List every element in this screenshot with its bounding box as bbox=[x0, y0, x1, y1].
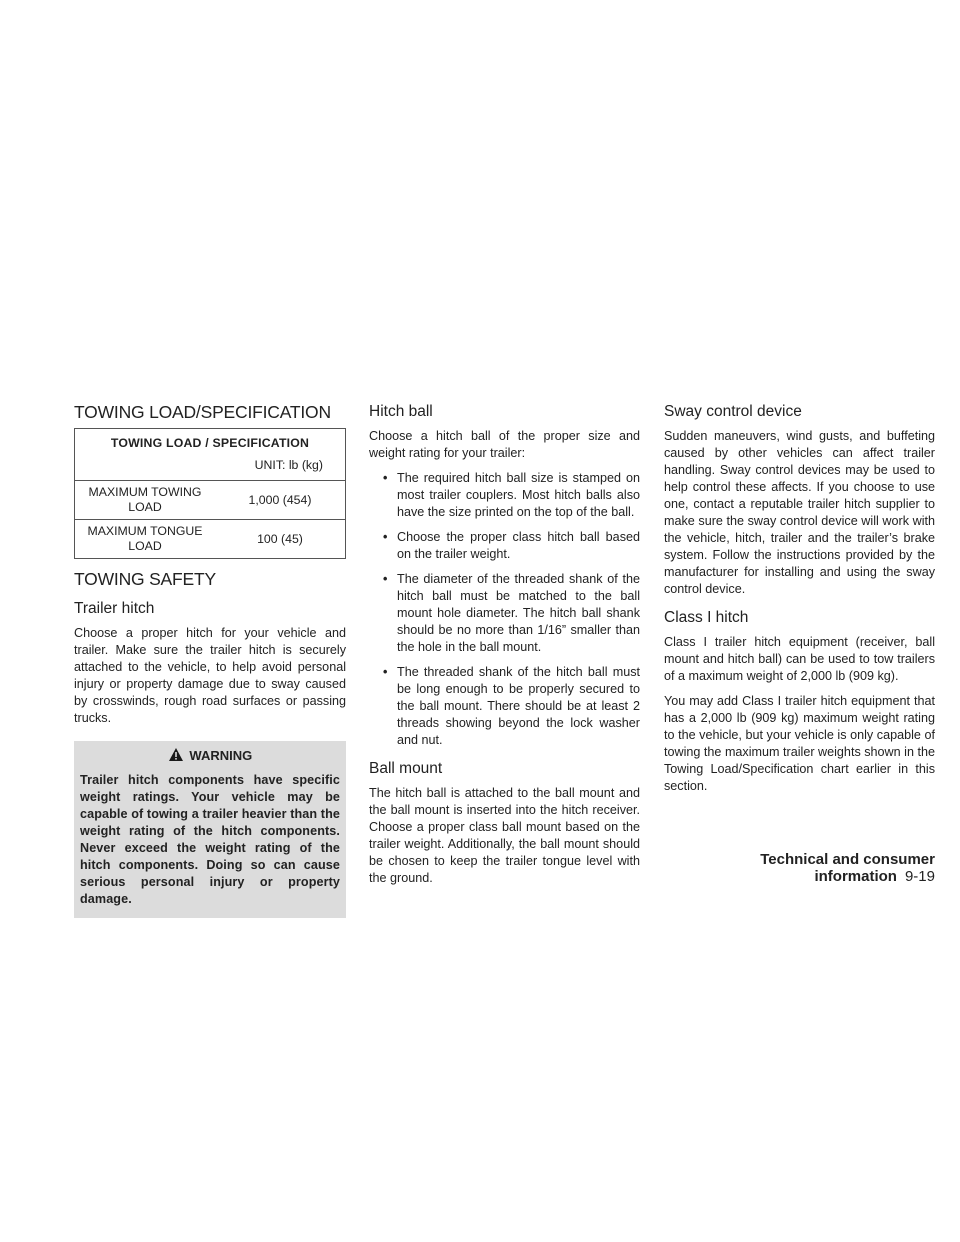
heading-ball-mount: Ball mount bbox=[369, 760, 443, 777]
table-row bbox=[75, 481, 346, 520]
page-footer bbox=[664, 851, 935, 885]
heading-towing-load: TOWING LOAD/SPECIFICATION bbox=[74, 402, 331, 422]
page-number: 9-19 bbox=[904, 868, 935, 885]
list-item bbox=[369, 571, 640, 656]
list-item bbox=[369, 470, 640, 521]
column-right bbox=[664, 402, 935, 803]
label-line: MAXIMUM TONGUE bbox=[87, 524, 203, 538]
list-item-text: The threaded shank of the hitch ball must be long enough to be properly secured to the ball mount. There should be at least 2 threads showing beyond the lock washer and nut. bbox=[397, 665, 640, 747]
table-title: TOWING LOAD / SPECIFICATION bbox=[110, 436, 310, 450]
bullet-dot: • bbox=[383, 665, 388, 679]
table-row-value: 100 (45) bbox=[215, 520, 346, 559]
sway-control-paragraph: Sudden maneuvers, wind gusts, and buffeting caused by other vehicles can affect trailer handling. Sway control devices may be used to help control these affects. If you choose to use one, contact a reputable trailer hitch supplier to make sure the sway control device will work with the vehicle, hitch, trailer and the trailer’s brake system. Follow the instructions provided by the manufacturer for installing and using the sway control device. bbox=[664, 429, 935, 596]
heading-hitch-ball: Hitch ball bbox=[369, 403, 433, 420]
warning-box bbox=[74, 741, 346, 918]
column-middle bbox=[369, 402, 640, 895]
list-item bbox=[369, 529, 640, 563]
footer-section-title: Technical and consumer information bbox=[760, 851, 935, 885]
warning-title: WARNING bbox=[189, 748, 253, 763]
column-left bbox=[74, 402, 346, 918]
bullet-dot: • bbox=[383, 471, 388, 485]
heading-sway-control: Sway control device bbox=[664, 403, 802, 420]
list-item-text: Choose the proper class hitch ball based on the trailer weight. bbox=[397, 530, 640, 561]
hitch-ball-bullet-list bbox=[369, 470, 640, 749]
table-title-row bbox=[75, 429, 346, 456]
warning-triangle-icon bbox=[168, 747, 184, 762]
trailer-hitch-paragraph: Choose a proper hitch for your vehicle and trailer. Make sure the trailer hitch is securely attached to the vehicle, to help avoid personal injury or property damage due to sway caused by crosswinds, rough road surfaces or passing trucks. bbox=[74, 626, 346, 725]
label-line: LOAD bbox=[128, 539, 162, 553]
class-hitch-paragraph-2: You may add Class I trailer hitch equipment that has a 2,000 lb (909 kg) maximum weight rating to the vehicle, but your vehicle is only capable of towing the maximum trailer weights shown in the Towing Load/Specification chart earlier in this section. bbox=[664, 694, 935, 793]
hitch-ball-intro: Choose a hitch ball of the proper size and weight rating for your trailer: bbox=[369, 429, 640, 460]
warning-text: Trailer hitch components have specific weight ratings. Your vehicle may be capable of towing a trailer heavier than the weight rating of the hitch components. Never exceed the weight rating of the hitch components. Doing so can cause serious personal injury or property damage. bbox=[80, 773, 340, 906]
label-line: MAXIMUM TOWING bbox=[88, 485, 202, 499]
list-item-text: The diameter of the threaded shank of the hitch ball must be matched to the ball mount hole diameter. The hitch ball shank should be no more than 1/16” smaller than the hole in the ball mount. bbox=[397, 572, 640, 654]
table-row-label bbox=[75, 481, 216, 520]
bullet-dot: • bbox=[383, 530, 388, 544]
table-row-value: 1,000 (454) bbox=[215, 481, 346, 520]
table-unit: UNIT: lb (kg) bbox=[254, 458, 323, 472]
subheading-trailer-hitch: Trailer hitch bbox=[74, 600, 155, 617]
table-unit-row bbox=[75, 455, 346, 481]
ball-mount-paragraph: The hitch ball is attached to the ball mount and the ball mount is inserted into the hitch receiver. Choose a proper class ball mount based on the trailer weight. Additionally, the ball mount should be chosen to keep the trailer tongue level with the ground. bbox=[369, 786, 640, 885]
towing-spec-table bbox=[74, 428, 346, 559]
heading-class-hitch: Class I hitch bbox=[664, 609, 749, 626]
table-row-label bbox=[75, 520, 216, 559]
list-item bbox=[369, 664, 640, 749]
warning-header bbox=[80, 747, 340, 764]
class-hitch-paragraph-1: Class I trailer hitch equipment (receiver, ball mount and hitch ball) can be used to tow trailers of a maximum weight of 2,000 lb (909 kg). bbox=[664, 635, 935, 683]
bullet-dot: • bbox=[383, 572, 388, 586]
heading-towing-safety: TOWING SAFETY bbox=[74, 569, 216, 589]
list-item-text: The required hitch ball size is stamped on most trailer couplers. Most hitch balls also have the size printed on the top of the ball. bbox=[397, 471, 640, 519]
table-row bbox=[75, 520, 346, 559]
label-line: LOAD bbox=[128, 500, 162, 514]
